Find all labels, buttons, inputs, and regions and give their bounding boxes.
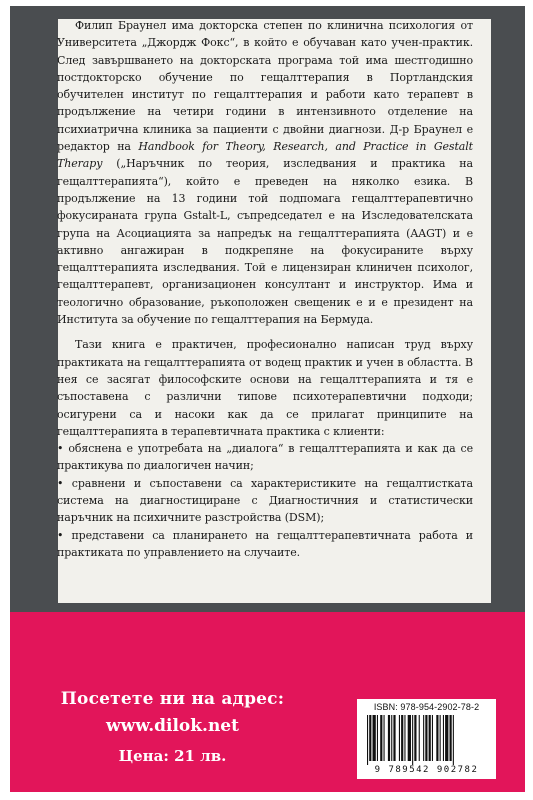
bio-text-1: Филип Браунел има докторска степен по клинична психология от Университета „Джордж Фокс“, в който е обучаван като учен-практик. След завършването на докторската програма той има шестгодишно постдокторско обучение по гещалттерапия в Портландския обучителен институт по гещалттерапия и работи като терапевт в продължение на четири години в интензивното отделение на психиатрична клиника за пациенти с двойни диагнози. Д-р Браунел е редактор на — [57, 19, 473, 154]
bullet-item-3: • представени са планирането на гещалттерапевтичната работа и практиката по управлението на случаите. — [57, 528, 473, 559]
author-bio — [57, 17, 473, 328]
bullet-item-1: • обяснена е употребата на „диалога“ в гещалттерапията и как да се практикува по диалогичен начин; — [57, 442, 473, 473]
visit-label: Посетете ни на адрес: — [60, 689, 285, 709]
publisher-info — [60, 686, 285, 770]
barcode-number: 9 789542 902782 — [374, 765, 479, 775]
book-description: Тази книга е практичен, професионално написан труд върху практиката на гещалттерапията от водещ практик и учен в областта. В нея се засягат философските основи на гещалттерапията и тя е съпоставена с различни типове психотерапевтични подходи; осигурени са и насоки как да се прилагат принципите на гещалттерапията в терапевтичната практика с клиенти: — [57, 338, 473, 438]
barcode-icon — [365, 715, 489, 765]
isbn-label: ISBN: 978-954-2902-78-2 — [373, 702, 480, 712]
cover-text — [57, 17, 473, 561]
bullet-item-2: • сравнени и съпоставени са характеристиките на гещалтистката система на диагностициране с Диагностичния и статистически наръчник на психичните разстройства (DSM); — [57, 476, 473, 525]
website-link[interactable]: www.dilok.net — [106, 716, 239, 736]
price-label: Цена: 21 лв. — [118, 747, 227, 765]
book-title: Handbook for Theory, Research, and Practice in Gestalt Therapy — [57, 140, 473, 171]
bio-text-2: („Наръчник по теория, изследвания и практика на гещалттерапията“), който е преведен на няколко езика. В продължение на 13 години той подпомага гещалттерапевтично фокусираната група Gstalt-L, съпредседател е на Изследователската група на Асоциацията за напредък на гещалттерапията (AAGT) и е активно ангажиран в подкрепяне на фокусираните върху гещалттерапията изследвания. Той е лицензиран клиничен психолог, гещалттерапевт, организационен консултант и инструктор. Има и теологично образование, ръкоположен свещеник е и е президент на Института за обучение по гещалттерапия на Бермуда. — [57, 157, 473, 327]
barcode-box — [357, 699, 496, 779]
